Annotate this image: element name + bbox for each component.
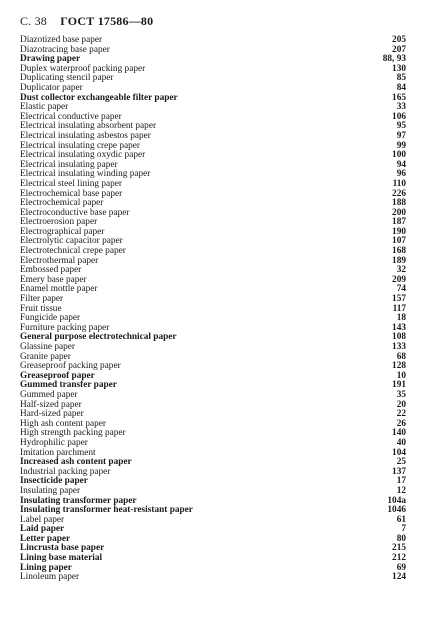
index-term: Electrical insulating asbestos paper	[20, 130, 151, 141]
index-number: 108	[392, 332, 406, 343]
index-term: Insulating paper	[20, 485, 81, 496]
index-number: 85	[396, 73, 406, 84]
index-entry	[20, 343, 406, 353]
index-term: Furniture packing paper	[20, 322, 110, 333]
index-number: 212	[392, 553, 406, 564]
index-number: 33	[396, 102, 406, 113]
index-number: 207	[392, 44, 406, 55]
index-number: 157	[392, 294, 406, 305]
index-term: High ash content paper	[20, 418, 106, 429]
index-number: 40	[396, 437, 406, 448]
index-number: 165	[392, 92, 406, 103]
index-number: 69	[396, 562, 406, 573]
index-number: 106	[392, 111, 406, 122]
index-term: Electrochemical base paper	[20, 188, 123, 199]
index-term: Insulating transformer paper	[20, 495, 137, 506]
index-number: 188	[392, 198, 406, 209]
index-number: 133	[392, 342, 406, 352]
index-number: 25	[396, 457, 406, 468]
index-number: 140	[392, 428, 406, 439]
index-number: 168	[392, 246, 406, 257]
index-entry	[20, 573, 406, 583]
index-term: Electrolytic capacitor paper	[20, 236, 123, 247]
index-number: 205	[392, 35, 406, 45]
index-term: High strength packing paper	[20, 428, 126, 439]
page-number: C. 38	[20, 14, 48, 28]
index-term: Label paper	[20, 514, 65, 525]
index-entry	[20, 285, 406, 295]
index-term: General purpose electrotechnical paper	[20, 332, 177, 343]
index-number: 68	[396, 351, 406, 362]
index-number: 84	[396, 82, 406, 93]
index-term: Electrical insulating winding paper	[20, 169, 151, 180]
index-term: Duplex waterproof packing paper	[20, 63, 146, 74]
index-entry	[20, 506, 406, 516]
index-term: Embossed paper	[20, 265, 82, 276]
standard-code: ГОСТ 17586—80	[60, 14, 154, 28]
index-number: 99	[396, 140, 406, 151]
index-term: Electroconductive base paper	[20, 207, 130, 218]
index-term: Greaseproof paper	[20, 370, 95, 381]
index-term: Lincrusta base paper	[20, 543, 105, 554]
index-term: Hard-sized paper	[20, 409, 84, 420]
index-term: Electrical insulating crepe paper	[20, 140, 141, 151]
index-number: 190	[392, 226, 406, 237]
index-number: 10	[396, 370, 406, 381]
index-number: 94	[396, 159, 406, 170]
index-number: 143	[392, 322, 406, 333]
index-number: 88, 93	[382, 54, 406, 65]
index-number: 117	[392, 303, 406, 314]
index-number: 1046	[387, 505, 406, 516]
index-term: Imitation parchment	[20, 447, 96, 458]
index-term: Duplicating stencil paper	[20, 73, 114, 84]
index-entry	[20, 525, 406, 535]
index-term: Laid paper	[20, 524, 65, 535]
index-number: 100	[392, 150, 406, 161]
index-number: 32	[396, 265, 406, 276]
index-number: 110	[392, 178, 406, 189]
index-term: Electrical insulating oxydic paper	[20, 150, 146, 161]
index-number: 95	[396, 121, 406, 132]
index-number: 209	[392, 274, 406, 285]
index-term: Insecticide paper	[20, 476, 88, 487]
index-number: 7	[401, 524, 406, 535]
index-number: 124	[392, 572, 406, 583]
index-number: 22	[396, 409, 406, 420]
index-number: 74	[396, 284, 406, 295]
index-term: Granite paper	[20, 351, 71, 362]
index-term: Diazotracing base paper	[20, 44, 110, 55]
index-entry	[20, 295, 406, 305]
index-number: 20	[396, 399, 406, 410]
index-term: Filter paper	[20, 294, 64, 305]
index-term: Gummed transfer paper	[20, 380, 117, 391]
index-number: 17	[396, 476, 406, 487]
index-number: 96	[396, 169, 406, 180]
index-term: Diazotized base paper	[20, 35, 103, 45]
index-entry	[20, 333, 406, 343]
index-number: 189	[392, 255, 406, 266]
index-term: Industrial packing paper	[20, 466, 111, 477]
index-term: Glassine paper	[20, 342, 75, 352]
index-term: Emery base paper	[20, 274, 87, 285]
index-term: Duplicator paper	[20, 82, 83, 93]
index-number: 61	[396, 514, 406, 525]
term-index-list	[20, 36, 406, 583]
index-entry	[20, 516, 406, 526]
index-term: Greaseproof packing paper	[20, 361, 121, 372]
index-number: 80	[396, 533, 406, 544]
index-entry	[20, 554, 406, 564]
index-term: Dust collector exchangeable filter paper	[20, 92, 178, 103]
index-term: Electrothermal paper	[20, 255, 99, 266]
index-term: Drawing paper	[20, 54, 81, 65]
index-number: 12	[396, 485, 406, 496]
index-term: Enamel mottle paper	[20, 284, 98, 295]
index-term: Half-sized paper	[20, 399, 82, 410]
index-term: Electrical insulating absorbent paper	[20, 121, 157, 132]
index-number: 104a	[387, 495, 406, 506]
index-number: 26	[396, 418, 406, 429]
index-number: 35	[396, 389, 406, 400]
index-term: Fungicide paper	[20, 313, 81, 324]
index-term: Electrotechnical crepe paper	[20, 246, 126, 257]
index-number: 191	[392, 380, 406, 391]
index-term: Fruit tissue	[20, 303, 62, 314]
index-entry	[20, 94, 406, 104]
index-number: 130	[392, 63, 406, 74]
index-number: 107	[392, 236, 406, 247]
index-number: 137	[392, 466, 406, 477]
page-header	[20, 14, 153, 29]
index-term: Increased ash content paper	[20, 457, 132, 468]
index-number: 104	[392, 447, 406, 458]
index-term: Electrical steel lining paper	[20, 178, 122, 189]
index-term: Gummed paper	[20, 389, 78, 400]
index-term: Linoleum paper	[20, 572, 80, 583]
index-number: 226	[392, 188, 406, 199]
index-term: Electrographical paper	[20, 226, 105, 237]
index-term: Lining base material	[20, 553, 103, 564]
index-number: 97	[396, 130, 406, 141]
index-term: Letter paper	[20, 533, 71, 544]
index-number: 128	[392, 361, 406, 372]
index-term: Hydrophilic paper	[20, 437, 88, 448]
index-term: Electrical conductive paper	[20, 111, 122, 122]
index-number: 200	[392, 207, 406, 218]
index-term: Electroerosion paper	[20, 217, 98, 228]
index-term: Insulating transformer heat-resistant paper	[20, 505, 193, 516]
index-term: Lining paper	[20, 562, 72, 573]
index-number: 215	[392, 543, 406, 554]
index-number: 18	[396, 313, 406, 324]
index-term: Elastic paper	[20, 102, 69, 113]
index-term: Electrochemical paper	[20, 198, 104, 209]
index-number: 187	[392, 217, 406, 228]
index-term: Electrical insulating paper	[20, 159, 118, 170]
